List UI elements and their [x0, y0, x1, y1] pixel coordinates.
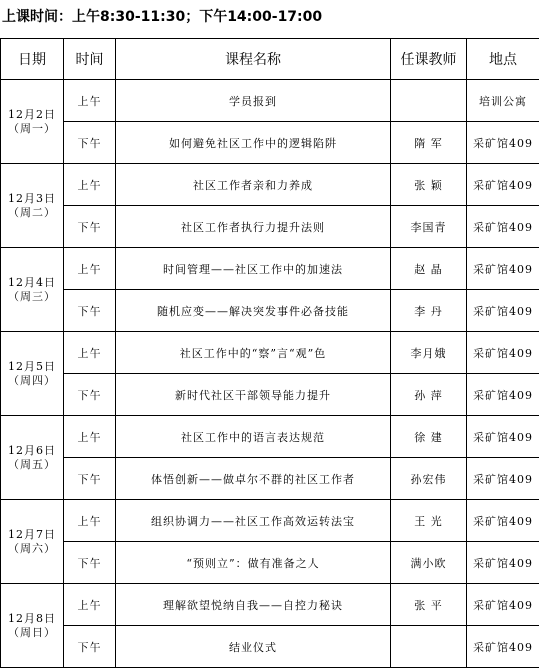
period-cell: 下午 [64, 290, 116, 332]
table-row [1, 206, 539, 248]
table-row [1, 374, 539, 416]
date-label: 12月4日 [8, 275, 56, 289]
course-name-cell: 时间管理——社区工作中的加速法 [116, 248, 391, 290]
date-cell [1, 416, 64, 500]
teacher-cell: 隋 军 [391, 122, 467, 164]
period-cell: 上午 [64, 80, 116, 122]
table-body [1, 80, 539, 668]
course-name-cell: 社区工作者亲和力养成 [116, 164, 391, 206]
location-cell: 采矿馆409 [467, 416, 539, 458]
location-cell: 采矿馆409 [467, 542, 539, 584]
teacher-cell: 李 丹 [391, 290, 467, 332]
teacher-cell: 孙 萍 [391, 374, 467, 416]
table-row [1, 626, 539, 668]
teacher-cell: 孙宏伟 [391, 458, 467, 500]
period-cell: 下午 [64, 122, 116, 164]
table-row [1, 458, 539, 500]
period-cell: 上午 [64, 248, 116, 290]
teacher-cell: 徐 建 [391, 416, 467, 458]
course-name-cell: 社区工作中的“察”言“观”色 [116, 332, 391, 374]
location-cell: 采矿馆409 [467, 290, 539, 332]
teacher-cell: 张 平 [391, 584, 467, 626]
location-cell: 采矿馆409 [467, 584, 539, 626]
period-cell: 上午 [64, 332, 116, 374]
teacher-cell: 李国青 [391, 206, 467, 248]
weekday-label: （周五） [8, 457, 56, 471]
location-cell: 采矿馆409 [467, 332, 539, 374]
table-header-row [1, 39, 539, 80]
table-row [1, 290, 539, 332]
teacher-cell [391, 80, 467, 122]
weekday-label: （周一） [8, 121, 56, 135]
table-row [1, 500, 539, 542]
period-cell: 下午 [64, 626, 116, 668]
weekday-label: （周六） [8, 541, 56, 555]
period-cell: 上午 [64, 416, 116, 458]
table-row [1, 122, 539, 164]
location-cell: 采矿馆409 [467, 500, 539, 542]
table-row [1, 584, 539, 626]
location-cell: 采矿馆409 [467, 374, 539, 416]
teacher-cell: 李月娥 [391, 332, 467, 374]
date-cell [1, 80, 64, 164]
teacher-cell: 赵 晶 [391, 248, 467, 290]
period-cell: 下午 [64, 458, 116, 500]
table-row [1, 332, 539, 374]
date-label: 12月3日 [8, 191, 56, 205]
location-cell: 采矿馆409 [467, 122, 539, 164]
table-row [1, 416, 539, 458]
date-cell [1, 584, 64, 668]
location-cell: 采矿馆409 [467, 206, 539, 248]
table-row [1, 248, 539, 290]
course-name-cell: 随机应变——解决突发事件必备技能 [116, 290, 391, 332]
location-cell: 采矿馆409 [467, 248, 539, 290]
course-name-cell: 社区工作者执行力提升法则 [116, 206, 391, 248]
date-cell [1, 500, 64, 584]
date-label: 12月5日 [8, 359, 56, 373]
course-name-cell: 结业仪式 [116, 626, 391, 668]
period-cell: 上午 [64, 164, 116, 206]
course-name-cell: 组织协调力——社区工作高效运转法宝 [116, 500, 391, 542]
period-cell: 上午 [64, 584, 116, 626]
teacher-cell: 满小欧 [391, 542, 467, 584]
weekday-label: （周二） [8, 205, 56, 219]
teacher-cell [391, 626, 467, 668]
column-header-location: 地点 [467, 39, 539, 80]
column-header-teacher: 任课教师 [391, 39, 467, 80]
weekday-label: （周四） [8, 373, 56, 387]
date-label: 12月8日 [8, 611, 56, 625]
date-label: 12月7日 [8, 527, 56, 541]
column-header-course: 课程名称 [116, 39, 391, 80]
course-name-cell: 学员报到 [116, 80, 391, 122]
course-name-cell: 新时代社区干部领导能力提升 [116, 374, 391, 416]
course-name-cell: 如何避免社区工作中的逻辑陷阱 [116, 122, 391, 164]
table-row [1, 80, 539, 122]
course-name-cell: 社区工作中的语言表达规范 [116, 416, 391, 458]
date-cell [1, 164, 64, 248]
table-row [1, 542, 539, 584]
teacher-cell: 张 颖 [391, 164, 467, 206]
column-header-time: 时间 [64, 39, 116, 80]
location-cell: 采矿馆409 [467, 458, 539, 500]
column-header-date: 日期 [1, 39, 64, 80]
table-row [1, 164, 539, 206]
period-cell: 下午 [64, 374, 116, 416]
schedule-time-header: 上课时间：上午8:30-11:30；下午14:00-17:00 [2, 9, 323, 25]
date-label: 12月6日 [8, 443, 56, 457]
date-cell [1, 332, 64, 416]
period-cell: 下午 [64, 542, 116, 584]
period-cell: 下午 [64, 206, 116, 248]
location-cell: 采矿馆409 [467, 164, 539, 206]
date-cell [1, 248, 64, 332]
course-schedule-table [0, 38, 539, 668]
teacher-cell: 王 光 [391, 500, 467, 542]
period-cell: 上午 [64, 500, 116, 542]
weekday-label: （周三） [8, 289, 56, 303]
location-cell: 采矿馆409 [467, 626, 539, 668]
course-name-cell: 理解欲望悦纳自我——自控力秘诀 [116, 584, 391, 626]
course-name-cell: 体悟创新——做卓尔不群的社区工作者 [116, 458, 391, 500]
weekday-label: （周日） [8, 625, 56, 639]
location-cell: 培训公寓 [467, 80, 539, 122]
course-name-cell: “预则立”：做有准备之人 [116, 542, 391, 584]
date-label: 12月2日 [8, 107, 56, 121]
